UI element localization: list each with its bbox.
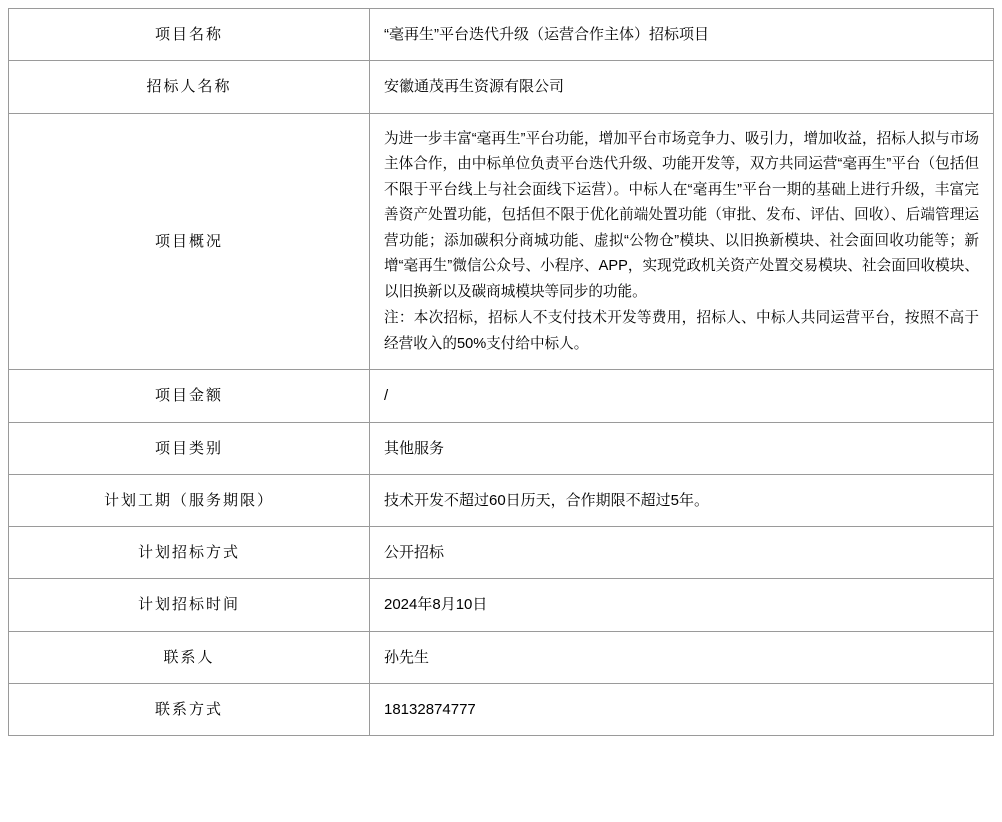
table-row-bidding-time bbox=[9, 579, 994, 631]
table-row-contact-method bbox=[9, 683, 994, 735]
row-value-contact-method: 18132874777 bbox=[370, 683, 994, 735]
row-value-bidding-method: 公开招标 bbox=[370, 527, 994, 579]
row-label-contact-person: 联系人 bbox=[9, 631, 370, 683]
row-value-tenderer-name: 安徽通茂再生资源有限公司 bbox=[370, 61, 994, 113]
row-label-project-category: 项目类别 bbox=[9, 422, 370, 474]
table-row-bidding-method bbox=[9, 527, 994, 579]
row-label-tenderer-name: 招标人名称 bbox=[9, 61, 370, 113]
row-label-planned-duration: 计划工期（服务期限） bbox=[9, 474, 370, 526]
row-label-project-name: 项目名称 bbox=[9, 9, 370, 61]
table-row-planned-duration bbox=[9, 474, 994, 526]
table-row-project-name bbox=[9, 9, 994, 61]
row-label-project-overview: 项目概况 bbox=[9, 113, 370, 370]
row-label-contact-method: 联系方式 bbox=[9, 683, 370, 735]
table-row-project-category bbox=[9, 422, 994, 474]
overview-paragraph-2: 注：本次招标，招标人不支付技术开发等费用，招标人、中标人共同运营平台，按照不高于经营收入的50%支付给中标人。 bbox=[384, 310, 979, 352]
row-value-contact-person: 孙先生 bbox=[370, 631, 994, 683]
row-label-bidding-time: 计划招标时间 bbox=[9, 579, 370, 631]
row-value-project-amount: / bbox=[370, 370, 994, 422]
row-value-project-category: 其他服务 bbox=[370, 422, 994, 474]
row-value-planned-duration: 技术开发不超过60日历天，合作期限不超过5年。 bbox=[370, 474, 994, 526]
row-label-bidding-method: 计划招标方式 bbox=[9, 527, 370, 579]
row-label-project-amount: 项目金额 bbox=[9, 370, 370, 422]
table-row-tenderer-name bbox=[9, 61, 994, 113]
row-value-project-overview bbox=[370, 113, 994, 370]
table-row-project-overview bbox=[9, 113, 994, 370]
table-row-project-amount bbox=[9, 370, 994, 422]
row-value-bidding-time: 2024年8月10日 bbox=[370, 579, 994, 631]
row-value-project-name: “毫再生”平台迭代升级（运营合作主体）招标项目 bbox=[370, 9, 994, 61]
project-info-table bbox=[8, 8, 994, 736]
overview-paragraph-1: 为进一步丰富“毫再生”平台功能，增加平台市场竞争力、吸引力，增加收益，招标人拟与市场主体合作，由中标单位负责平台迭代升级、功能开发等，双方共同运营“毫再生”平台（包括但不限于平台线上与社会面线下运营）。中标人在“毫再生”平台一期的基础上进行升级，丰富完善资产处置功能，包括但不限于优化前端处置功能（审批、发布、评估、回收）、后端管理运营功能；添加碳积分商城功能、虚拟“公物仓”模块、以旧换新模块、社会面回收功能等；新增“毫再生”微信公众号、小程序、APP，实现党政机关资产处置交易模块、社会面回收模块、以旧换新以及碳商城模块等同步的功能。 bbox=[384, 130, 979, 300]
table-row-contact-person bbox=[9, 631, 994, 683]
